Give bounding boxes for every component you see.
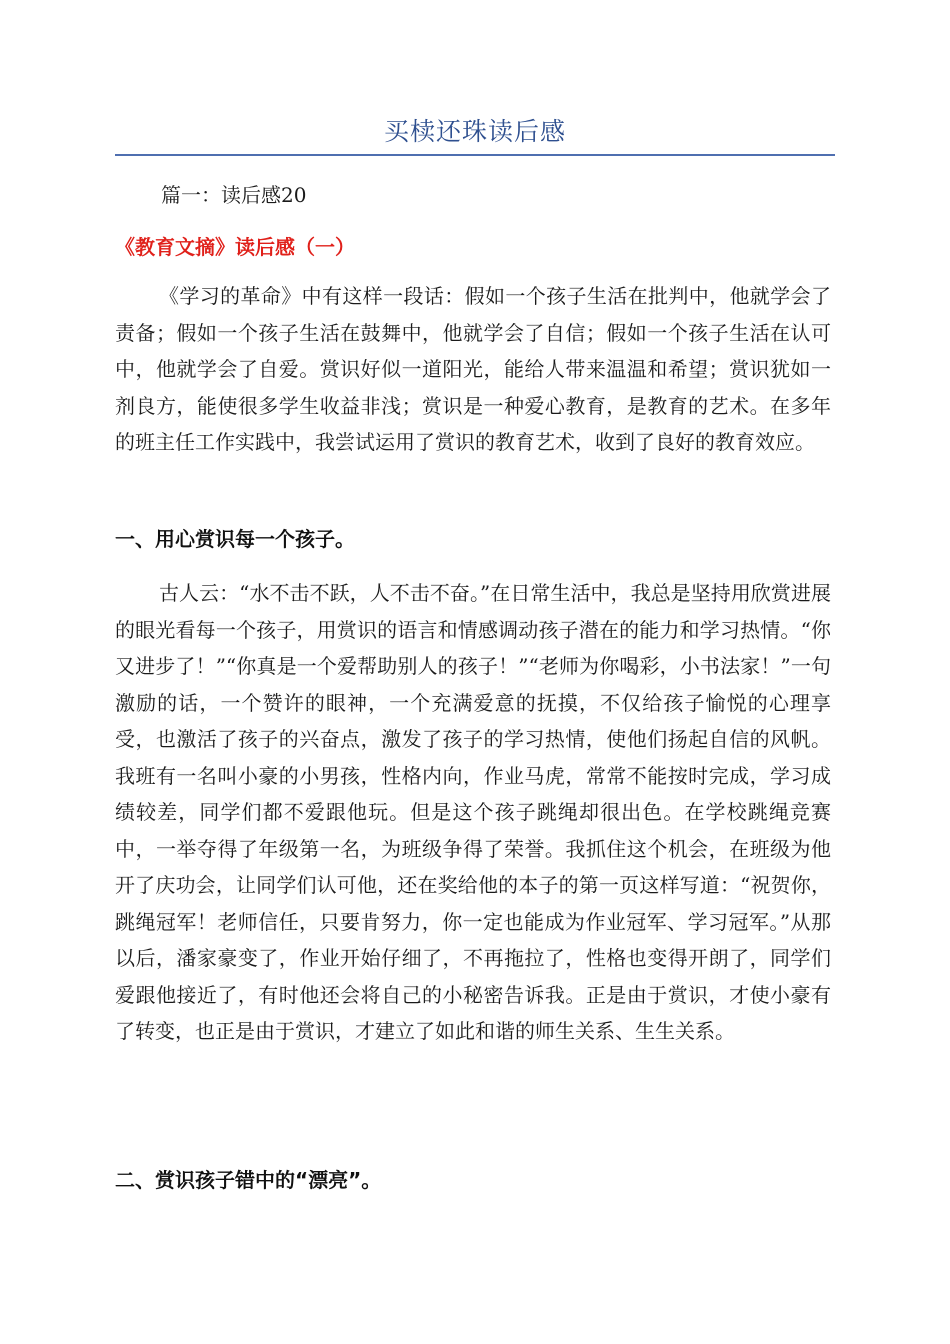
body-paragraph: 古人云：“水不击不跃，人不击不奋。”在日常生活中，我总是坚持用欣赏进展的眼光看每一个孩子，用赏识的语言和情感调动孩子潜在的能力和学习热情。“你又进步了！”“你真是一个爱帮助别人的孩子！”“老师为你喝彩，小书法家！”一句激励的话，一个赞许的眼神，一个充满爱意的抚摸，不仅给孩子愉悦的心理享受，也激活了孩子的兴奋点，激发了孩子的学习热情，使他们扬起自信的风帆。我班有一名叫小豪的小男孩，性格内向，作业马虎，常常不能按时完成，学习成绩较差，同学们都不爱跟他玩。但是这个孩子跳绳却很出色。在学校跳绳竞赛中，一举夺得了年级第一名，为班级争得了荣誉。我抓住这个机会，在班级为他开了庆功会，让同学们认可他，还在奖给他的本子的第一页这样写道：“祝贺你，跳绳冠军！老师信任，只要肯努力，你一定也能成为作业冠军、学习冠军。”从那以后，潘家豪变了，作业开始仔细了，不再拖拉了，性格也变得开朗了，同学们爱跟他接近了，有时他还会将自己的小秘密告诉我。正是由于赏识，才使小豪有了转变，也正是由于赏识，才建立了如此和谐的师生关系、生生关系。 (115, 581, 831, 1043)
document-subtitle: 篇一：读后感20 (161, 183, 307, 207)
section-heading-2: 二、赏识孩子错中的“漂亮”。 (115, 1168, 382, 1192)
article-heading: 《教育文摘》读后感（一） (115, 235, 355, 259)
title-underline (115, 154, 835, 156)
intro-paragraph: 《学习的革命》中有这样一段话：假如一个孩子生活在批判中，他就学会了责备；假如一个孩子生活在鼓舞中，他就学会了自信；假如一个孩子生活在认可中，他就学会了自爱。赏识好似一道阳光，能给人带来温温和希望；赏识犹如一剂良方，能使很多学生收益非浅；赏识是一种爱心教育，是教育的艺术。在多年的班主任工作实践中，我尝试运用了赏识的教育艺术，收到了良好的教育效应。 (115, 284, 831, 454)
document-title: 买椟还珠读后感 (383, 117, 566, 146)
section-heading-1: 一、用心赏识每一个孩子。 (115, 527, 355, 551)
